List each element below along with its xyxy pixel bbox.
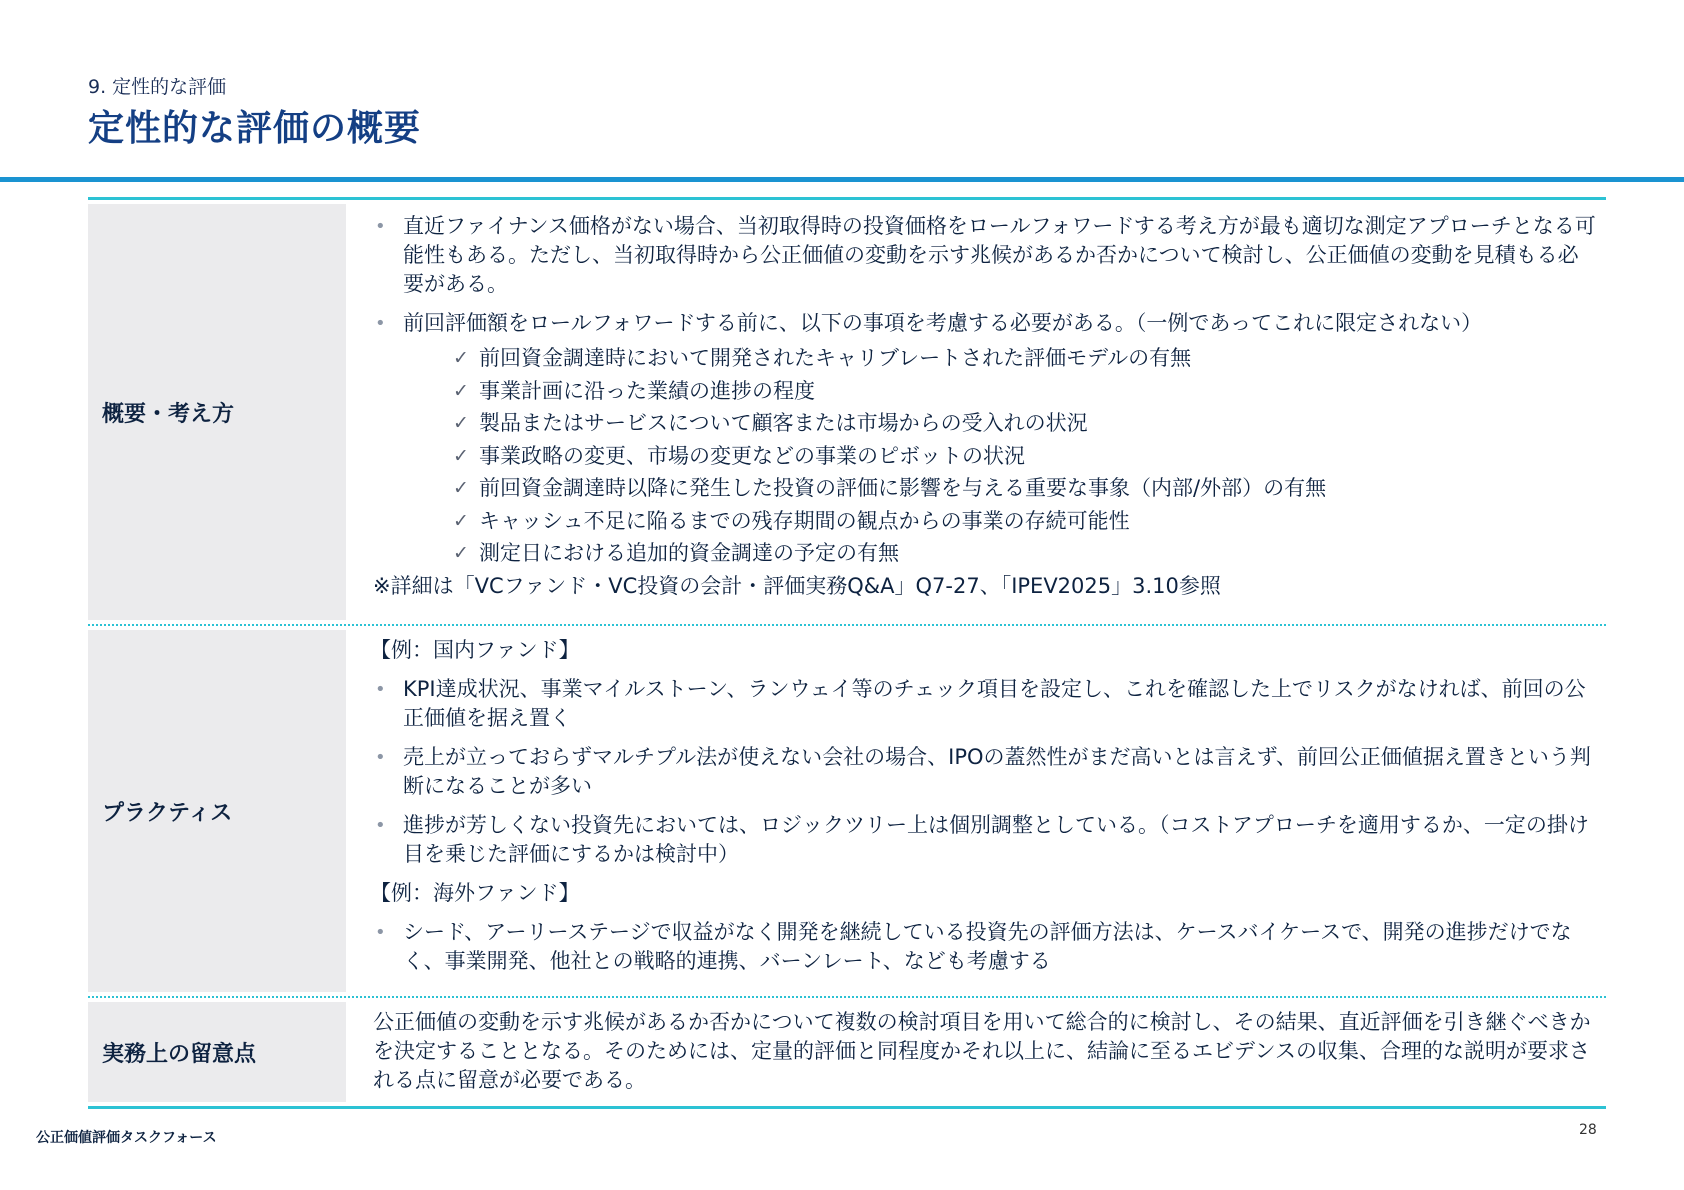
checklist-item: [453, 537, 1596, 570]
checklist-item: [453, 342, 1596, 375]
checkmark-icon: ✓: [453, 379, 469, 402]
checklist-item: [453, 472, 1596, 505]
bullet-text: シード、アーリーステージで収益がなく開発を継続している投資先の評価方法は、ケースバイケースで、開発の進捗だけでなく、事業開発、他社との戦略的連携、バーンレート、なども考慮する: [403, 920, 1572, 973]
list-item: [373, 675, 1596, 733]
table-row-practice: [88, 624, 1606, 996]
list-item: [373, 811, 1596, 869]
list-item: [373, 309, 1596, 338]
domestic-fund-heading: 【例：国内ファンド】: [370, 638, 580, 662]
list-item: [373, 743, 1596, 801]
checklist: [453, 342, 1596, 570]
checklist-text: 事業政略の変更、市場の変更などの事業のピボットの状況: [479, 443, 1025, 468]
bullet-icon: •: [375, 216, 386, 237]
checklist-text: キャッシュ不足に陥るまでの残存期間の観点からの事業の存続可能性: [479, 508, 1130, 533]
bullet-icon: •: [375, 313, 386, 334]
checkmark-icon: ✓: [453, 542, 469, 564]
bullet-icon: •: [375, 922, 386, 943]
row-content-practical-notes: [346, 998, 1606, 1106]
footer-organization: 公正価値評価タスクフォース: [36, 1130, 217, 1146]
checklist-text: 測定日における追加的資金調達の予定の有無: [479, 541, 899, 565]
bullet-text: KPI達成状況、事業マイルストーン、ランウェイ等のチェック項目を設定し、これを確認した上でリスクがなければ、前回の公正価値を据え置く: [403, 677, 1586, 730]
row-label-overview: 概要・考え方: [88, 204, 346, 620]
row-content-overview: [346, 200, 1606, 624]
checkmark-icon: ✓: [453, 509, 469, 532]
checklist-text: 事業計画に沿った業績の進捗の程度: [479, 378, 815, 403]
checklist-text: 前回資金調達時以降に発生した投資の評価に影響を与える重要な事象（内部/外部）の有無: [479, 476, 1327, 500]
checklist-item: [453, 375, 1596, 408]
table-row-practical-notes: [88, 996, 1606, 1109]
list-item: [373, 918, 1596, 976]
bullet-text: 進捗が芳しくない投資先においては、ロジックツリー上は個別調整としている。（コストアプローチを適用するか、一定の掛け目を乗じた評価にするかは検討中）: [403, 813, 1589, 866]
checkmark-icon: ✓: [453, 347, 469, 369]
bullet-icon: •: [375, 747, 386, 768]
checklist-item: [453, 407, 1596, 440]
bullet-icon: •: [375, 815, 386, 836]
title-divider: [0, 177, 1684, 182]
checkmark-icon: ✓: [453, 444, 469, 467]
checklist-text: 前回資金調達時において開発されたキャリブレートされた評価モデルの有無: [479, 346, 1192, 370]
row-label-practical-notes: 実務上の留意点: [88, 1002, 346, 1102]
checklist-item: [453, 440, 1596, 473]
checkmark-icon: ✓: [453, 412, 469, 434]
checklist-text: 製品またはサービスについて顧客または市場からの受入れの状況: [479, 411, 1088, 435]
row-label-practice: プラクティス: [88, 630, 346, 992]
checklist-item: [453, 505, 1596, 538]
list-item: [373, 212, 1596, 299]
bullet-text: 前回評価額をロールフォワードする前に、以下の事項を考慮する必要がある。（一例であってこれに限定されない）: [403, 311, 1483, 335]
reference-note: ※詳細は「VCファンド・VC投資の会計・評価実務Q&A」Q7-27、「IPEV2025」3.10参照: [373, 573, 1221, 598]
breadcrumb: 9. 定性的な評価: [88, 76, 227, 98]
checkmark-icon: ✓: [453, 477, 469, 499]
summary-table: [88, 197, 1606, 1109]
table-row-overview: [88, 200, 1606, 624]
bullet-text: 売上が立っておらずマルチプル法が使えない会社の場合、IPOの蓋然性がまだ高いとは言えず、前回公正価値据え置きという判断になることが多い: [403, 745, 1591, 798]
row-content-practice: [346, 626, 1606, 996]
bullet-icon: •: [375, 679, 386, 700]
page-number: 28: [1579, 1122, 1597, 1138]
page-title: 定性的な評価の概要: [88, 108, 422, 149]
bullet-text: 直近ファイナンス価格がない場合、当初取得時の投資価格をロールフォワードする考え方が最も適切な測定アプローチとなる可能性もある。ただし、当初取得時から公正価値の変動を示す兆候があるか否かについて検討し、公正価値の変動を見積もる必要がある。: [403, 214, 1596, 296]
overseas-fund-heading: 【例：海外ファンド】: [370, 881, 580, 905]
practical-notes-text: 公正価値の変動を示す兆候があるか否かについて複数の検討項目を用いて総合的に検討し、その結果、直近評価を引き継ぐべきかを決定することとなる。そのためには、定量的評価と同程度かそれ以上に、結論に至るエビデンスの収集、合理的な説明が要求される点に留意が必要である。: [373, 1010, 1591, 1092]
